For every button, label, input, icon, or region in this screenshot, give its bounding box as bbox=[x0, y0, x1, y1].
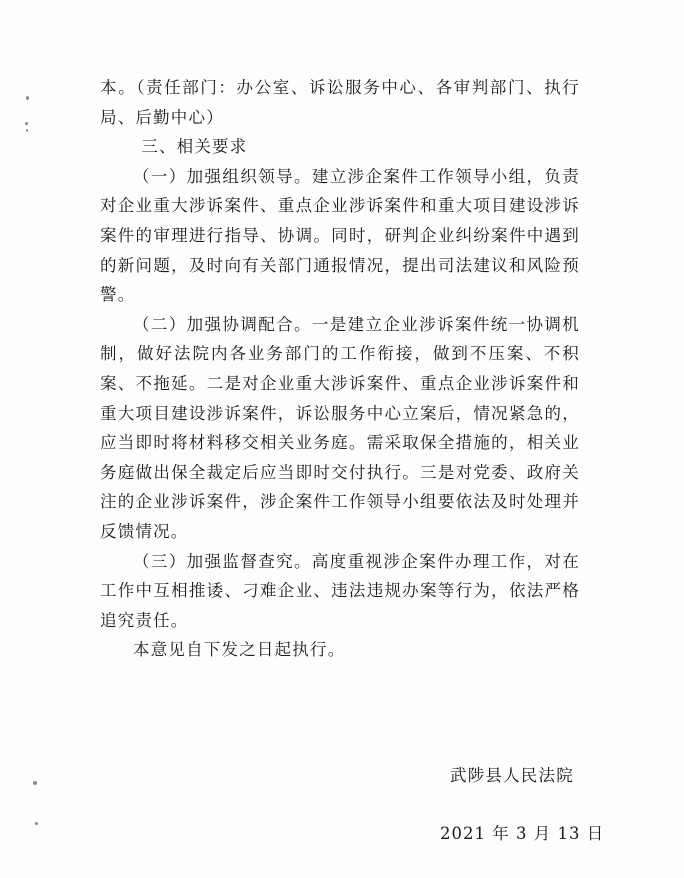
scan-speck bbox=[26, 129, 28, 132]
requirement-item-3: （三）加强监督查究。高度重视涉企案件办理工作，对在工作中互相推诿、刁难企业、违法违规办案等行为，依法严格追究责任。 bbox=[100, 551, 580, 630]
signature-date: 2021 年 3 月 13 日 bbox=[440, 824, 605, 843]
requirement-item-1: （一）加强组织领导。建立涉企案件工作领导小组，负责对企业重大涉诉案件、重点企业涉诉案件和重大项目建设涉诉案件的审理进行指导、协调。同时，研判企业纠纷案件中遇到的新问题，及时向有关部门通报情况，提出司法建议和风险预警。 bbox=[100, 166, 580, 305]
scan-speck bbox=[25, 122, 28, 125]
closing-statement: 本意见自下发之日起执行。 bbox=[133, 640, 346, 660]
signature-organization: 武陟县人民法院 bbox=[450, 766, 574, 785]
document-body bbox=[100, 73, 580, 665]
section-heading: 三、相关要求 bbox=[141, 137, 248, 157]
scan-speck bbox=[35, 822, 38, 825]
scan-speck bbox=[33, 781, 37, 785]
continuation-paragraph: 本。（责任部门：办公室、诉讼服务中心、各审判部门、执行局、后勤中心） bbox=[100, 78, 580, 127]
requirement-item-2: （二）加强协调配合。一是建立企业涉诉案件统一协调机制，做好法院内各业务部门的工作衔接，做到不压案、不积案、不拖延。二是对企业重大涉诉案件、重点企业涉诉案件和重大项目建设涉诉案件，诉讼服务中心立案后，情况紧急的，应当即时将材料移交相关业务庭。需采取保全措施的，相关业务庭做出保全裁定后应当即时交付执行。三是对党委、政府关注的企业涉诉案件，涉企案件工作领导小组要依法及时处理并反馈情况。 bbox=[100, 314, 580, 541]
scan-speck bbox=[26, 96, 29, 100]
